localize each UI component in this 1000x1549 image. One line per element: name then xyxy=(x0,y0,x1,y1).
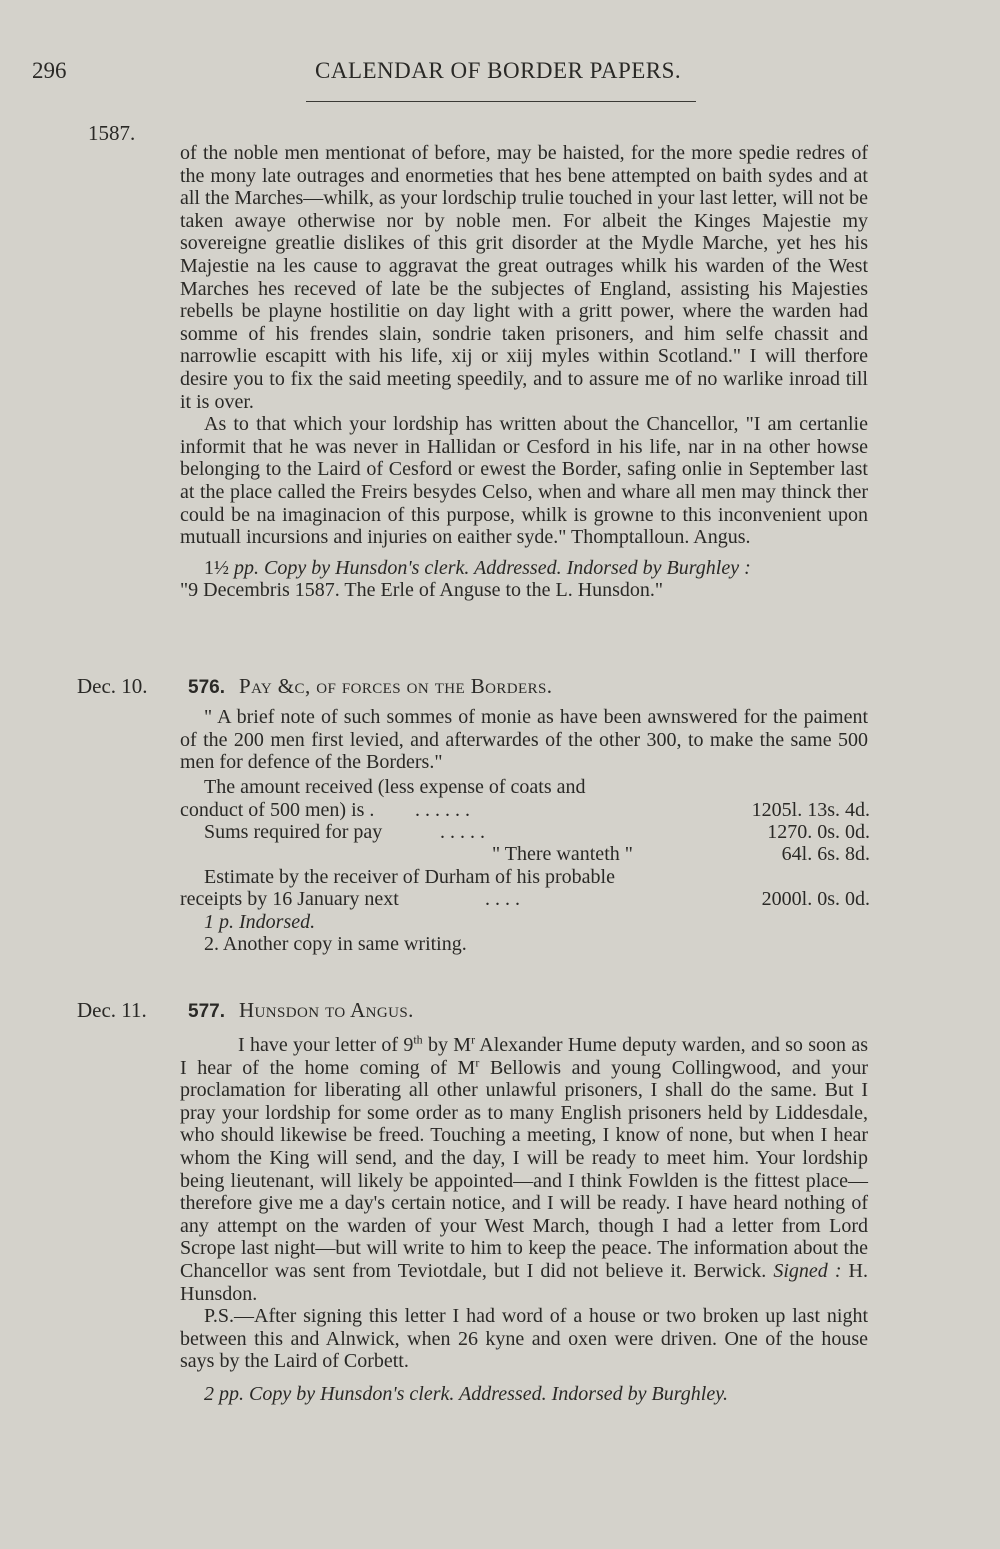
entry-577-note: 2 pp. Copy by Hunsdon's clerk. Addressed. Indorsed by Burghley. xyxy=(204,1382,729,1405)
entry-576-date: Dec. 10. xyxy=(77,674,148,698)
account-amount: 64l. 6s. 8d. xyxy=(781,843,870,865)
leader-dots: . . . . xyxy=(485,888,520,910)
document-page: 296 CALENDAR OF BORDER PAPERS. 1587. of the noble men mentionat of before, may be haisted, for the more spedie redres of the mony late outrages and enormeties that hes bene attempted on baith sydes and at all the Marches—whilk, as your lordschip trulie touched in your last letter, will not be taken awaye otherwise nor by noble men. For albeit the Kinges Majestie my sovereigne greatlie dislikes of this grit disorder at the Mydle Marche, yet hes his Majestie na les cause to aggravat the great outrages whilk his warden of the West Marches hes receved of late be the subjectes of England, assisting his Majesties rebells be playne hostilitie on day light with a gritt power, where the warden had somme of his frendes slain, sondrie taken prisoners, and him selfe chassit and narrowlie escapitt with his life, xij or xiij myles within Scotland." I will therfore desire you to fix the said meeting speedily, and to assure me of no warlike inroad till it is over. As to that which your lordship has written about the Chancellor, "I am certanlie informit that he was never in Hallidan or Cesford in his life, nar in na other howse belonging to the Laird of Cesford or ewest the Border, safing onlie in September last at the place called the Freirs besydes Celso, when and whare all men may thinck ther could be na imaginacion of this purpose, whilk is growne to this inconvenient upon mutuall incursions and injuries on eaither syde." Thomptalloun. Angus. 1½ pp. Copy by Hunsdon's clerk. Addressed. Indorsed by Burghley : "9 Decembris 1587. The Erle of Anguse to the L. Hunsdon." Dec. 10. 576. Pay &c, of forces on the Borders. " A brief note of such sommes of monie as have been awnswered for the paiment of the 200 men first levied, and afterwardes of the other 300, to make the same 500 men for defence of the Borders." The amount received (less expense of coats and conduct of 500 men) is . . . . . . . 1205l. 13s. 4d. Sums required for pay . . . . . 1270. 0s. 0d. " There wanteth " 64l. 6s. 8d. Estimate by the receiver of Durham of his probable receipts by 16 January next . . . . 2000l. 0s. 0d. 1 p. Indorsed. 2. Another copy in same writing. Dec. 11. 577. Hunsdon to Angus. I have your letter of 9th by $M^r$ Alexander Hume deputy warden, and so soon as I hear of the home coming of $M^r$ Bellowis and young Collingwood, and your proclamation for liberating all other unlawful prisoners, I shall do the same. But I pray your lordship for some order as to many English prisoners held by Liddesdale, who should likewise be freed. Touching a meeting, I know of none, but when I hear whom the King will send, and the day, I will be ready to meet him. Your lordship being lieutenant, will likely be appointed—and I think Fowlden is the fittest place—therefore give me a day's certain notice, and I will be ready. I have heard nothing of any attempt on the warden of your West March, though I had a letter from Lord Scrope last night—but will write to him to keep the peace. The information about the Chancellor was sent from Teviotdale, but I did not believe it. Berwick. Signed : H. Hunsdon. P.S.—After signing this letter I had word of a house or two broken up last night between this and Alnwick, when 26 kyne and oxen were driven. One of the house says by the Laird of Corbett. 2 pp. Copy by Hunsdon's clerk. Addressed. Indorsed by Burghley. xyxy=(32,58,870,1405)
entry-577-number: 577. xyxy=(188,1001,225,1022)
entry-577-date: Dec. 11. xyxy=(77,998,147,1022)
entry-577-heading xyxy=(188,998,414,1023)
letter-575-body xyxy=(180,142,868,602)
letter-575-paragraph-1: of the noble men mentionat of before, may be haisted, for the more spedie redres of the mony late outrages and enormeties that hes bene attempted on baith sydes and at all the Marches—whilk, as your lordschip trulie touched in your last letter, will not be taken awaye otherwise nor by noble men. For albeit the Kinges Majestie my sovereigne greatlie dislikes of this grit disorder at the Mydle Marche, yet hes his Majestie na les cause to aggravat the great outrages whilk his warden of the West Marches hes receved of late be the subjectes of England, assisting his Majesties rebells be playne hostilitie on day light with a gritt power, where the warden had somme of his frendes slain, sondrie taken prisoners, and him selfe chassit and narrowlie escapitt with his life, xij or xiij myles within Scotland." I will therfore desire you to fix the said meeting speedily, and to assure me of no warlike inroad till it is over. xyxy=(180,142,868,413)
entry-577-title: Hunsdon to Angus. xyxy=(238,998,414,1022)
letter-575-note xyxy=(180,557,868,580)
note-text: Copy by Hunsdon's clerk. Addressed. Indorsed by Burghley : xyxy=(264,556,751,579)
entry-576-heading xyxy=(188,674,552,699)
account-amount: 1205l. 13s. 4d. xyxy=(751,799,870,821)
margin-year: 1587. xyxy=(88,121,136,145)
running-title: CALENDAR OF BORDER PAPERS. xyxy=(315,58,682,83)
leader-dots: . . . . . . xyxy=(415,799,470,821)
entry-576-intro: " A brief note of such sommes of monie as have been awnswered for the paiment of the 200 men first levied, and afterwardes of the other 300, to make the same 500 men for defence of the Borders." xyxy=(180,706,868,774)
entry-577-body xyxy=(180,1034,868,1406)
signed-label: Signed : xyxy=(773,1259,842,1282)
account-amount: 1270. 0s. 0d. xyxy=(767,821,870,843)
entry-577-paragraph-1: I have your letter of 9th by $M^r$ Alexander Hume deputy warden, and so soon as I hear of the home coming of $M^r$ Bellowis and young Collingwood, and your proclamation for liberating all other unlawful prisoners, I shall do the same. But I pray your lordship for some order as to many English prisoners held by Liddesdale, who should likewise be freed. Touching a meeting, I know of none, but when I hear whom the King will send, and the day, I will be ready to meet him. Your lordship being lieutenant, will likely be appointed—and I think Fowlden is the fittest place—therefore give me a day's certain notice, and I will be ready. I have heard nothing of any attempt on the warden of your West March, though I had a letter from Lord Scrope last night—but will write to him to keep the peace. The information about the Chancellor was sent from Teviotdale, but I did not believe it. Berwick. Signed : H. Hunsdon. xyxy=(180,1032,868,1305)
page-number: 296 xyxy=(32,58,67,83)
note-size-unit: pp. xyxy=(234,556,259,579)
entry-577-postscript: P.S.—After signing this letter I had word of a house or two broken up last night between this and Alnwick, when 26 kyne and oxen were driven. One of the house says by the Laird of Corbett. xyxy=(180,1305,868,1373)
note-size: 1½ xyxy=(204,556,229,579)
account-amount: 2000l. 0s. 0d. xyxy=(761,888,870,910)
entry-576-number: 576. xyxy=(188,677,225,698)
letter-575-paragraph-2: As to that which your lordship has written about the Chancellor, "I am certanlie informit that he was never in Hallidan or Cesford in his life, nar in na other howse belonging to the Laird of Cesford or ewest the Border, safing onlie in September last at the place called the Freirs besydes Celso, when and whare all men may thinck ther could be na imaginacion of this purpose, whilk is growne to this inconvenient upon mutuall incursions and injuries on eaither syde." Thomptalloun. Angus. xyxy=(180,413,868,549)
letter-575-endorsement: "9 Decembris 1587. The Erle of Anguse to the L. Hunsdon." xyxy=(180,579,664,602)
signature: H. Hunsdon. xyxy=(180,1259,868,1305)
entry-576-title: Pay &c, of forces on the Borders. xyxy=(238,674,553,698)
header-rule xyxy=(306,101,696,102)
leader-dots: . . . . . xyxy=(440,821,485,843)
